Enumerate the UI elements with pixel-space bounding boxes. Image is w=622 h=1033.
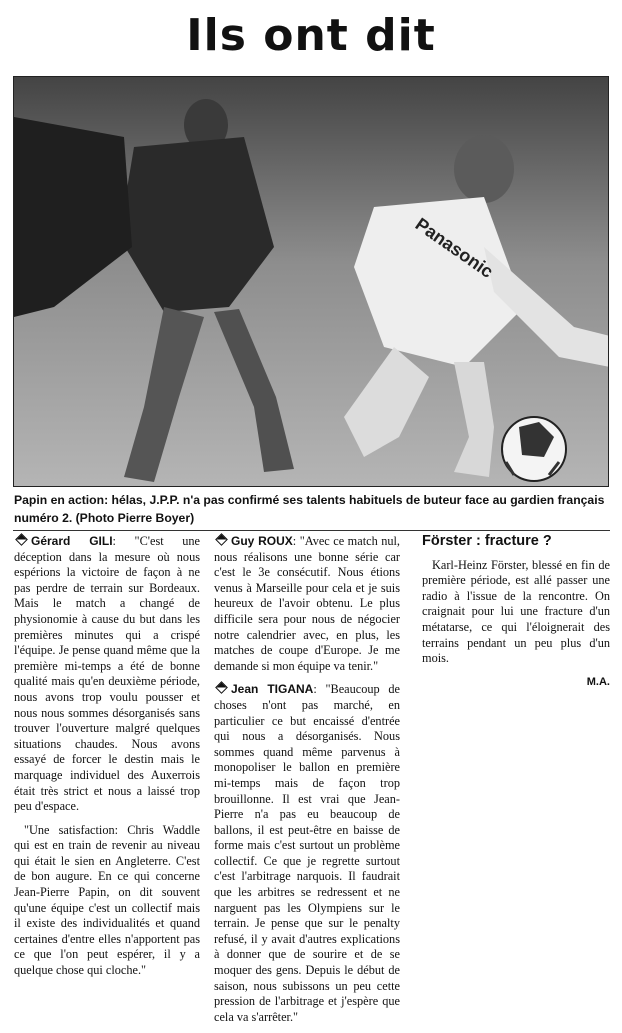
speaker-name: Gérard GILI [31,534,113,548]
quote-text: "Beaucoup de choses n'ont pas marché, en particulier ce but encaissé d'entrée qui nous a désorganisés. Nous sommes quand même parvenus à monopoliser le ballon en première mi-temps mais de façon trop brouillonne. Il est vrai que Jean-Pierre n'a pas eu beaucoup de ballons, il est peut-être en baisse de forme mais c'est surtout un problème collectif. Ce que je regrette surtout c'est l'arbitrage narquois. Il faudrait que les arbitres se redressent et ne narguent pas les Olympiens sur le terrain. Je pense que sur le penalty refusé, il y avait d'autres explications à donner que de sourire et de se moquer des gens. Depuis le début de saison, nous subissons un peu cette pression de l'arbitrage et j'espère que cela va s'arrêter." [214,682,400,1024]
author-signature: M.A. [586,675,610,688]
quote-tigana: Jean TIGANA: "Beaucoup de choses n'ont pas marché, en particulier ce but encaissé d'entrée qui nous a désorganisés. Nous sommes quand même parvenus à monopoliser le ballon en première mi-temps mais de façon trop brouillonne. Il est vrai que Jean-Pierre n'a pas eu beaucoup de ballons, il est peut-être en baisse de forme mais c'est surtout un problème collectif. Ce que je regrette surtout c'est l'arbitrage narquois. Il faudrait que les arbitres se redressent et ne narguent pas les Olympiens sur le terrain. Je pense que sur le penalty refusé, il y avait d'autres explications à donner que de sourire et de se moquer des gens. Depuis le début de saison, nous subissons un peu cette pression de l'arbitrage et j'espère que cela va s'arrêter." [214,682,400,1024]
quote-gili-paragraph-1: Gérard GILI: "C'est une déception dans la mesure où nous espérions la victoire de façon à ne pas perdre de terrain sur Bordeaux. Mais le match a changé de physionomie à cause du but dans les premières minutes qui a crispé l'équipe. Je pense quand même que la première mi-temps a été de bonne qualité mais qu'en deuxième période, nous avons trop voulu pousser et nous nous sommes désorganisés sans trouver l'ouverture malgré quelques situations chaudes. Nous avons essayé de forcer le destin mais le marquage individuel des Auxerrois était très strict et nous a laissé trop peu d'espace. [14,534,200,814]
match-photo [13,76,609,487]
caption-divider [13,530,610,531]
jersey-sponsor-text: Panasonic [411,213,497,282]
quote-text: "Avec ce match nul, nous réalisons une bonne série car c'est le 3e consécutif. Nous étions venus à Marseille pour cela et je suis heureux de l'avoir obtenu. Le plus difficile sera pour nous de négocier notre calendrier avec, en plus, les matches de coupe d'Europe. Je me demande si mon équipe va tenir." [214,534,401,673]
sidebar-heading: Förster : fracture ? [422,533,552,549]
speaker-name: Guy ROUX [231,534,293,548]
speaker-name: Jean TIGANA [231,682,314,697]
article-column-1 [14,534,200,987]
photo-caption: Papin en action: hélas, J.P.P. n'a pas confirmé ses talents habituels de buteur face au gardien français numéro 2. (Photo Pierre Boyer) [14,493,605,525]
bullet-diamond-icon [215,533,228,546]
quote-roux: Guy ROUX: "Avec ce match nul, nous réalisons une bonne série car c'est le 3e consécutif. Nous étions venus à Marseille pour cela et je suis heureux de l'avoir obtenu. Le plus difficile sera pour nous de négocier notre calendrier avec, en plus, les matches de coupe d'Europe. Je me demande si mon équipe va tenir." [214,534,401,673]
bullet-diamond-icon [15,533,28,546]
quote-gili-paragraph-2: "Une satisfaction: Chris Waddle qui est en train de revenir au niveau qui était le sien en Angleterre. C'est de bon augure. En ce qui concerne Jean-Pierre Papin, on dit souvent qu'une équipe c'est un collectif mais il existe des individualités et quand certaines d'entre elles n'apportent pas ce que l'on peut espérer, il y a quelque chose qui cloche." [14,822,200,978]
page-title: Ils ont dit [186,10,436,61]
football-graphic [502,417,566,481]
bullet-diamond-icon [215,681,228,694]
quote-text: "C'est une déception dans la mesure où nous espérions la victoire de façon à ne pas perdre de terrain sur Bordeaux. Mais le match a changé de physionomie à cause du but dans les premières minutes qui a crispé l'équipe. Je pense quand même que la première mi-temps a été de bonne qualité mais qu'en deuxième période, nous avons trop voulu pousser et nous nous sommes désorganisés sans trouver l'ouverture malgré quelques situations chaudes. Nous avons essayé de forcer le destin mais le marquage individuel des Auxerrois était très strict et nous a laissé trop peu d'espace. [14,534,200,814]
sidebar-text: Karl-Heinz Förster, blessé en fin de première période, est allé passer une radio à l'issue de la rencontre. On craignait pour lui une fracture d'un métatarse, ce qui l'éloignerait des terrains pendant un peu plus d'un mois. [422,557,610,666]
article-column-3 [422,534,610,698]
article-column-2 [214,534,400,1033]
